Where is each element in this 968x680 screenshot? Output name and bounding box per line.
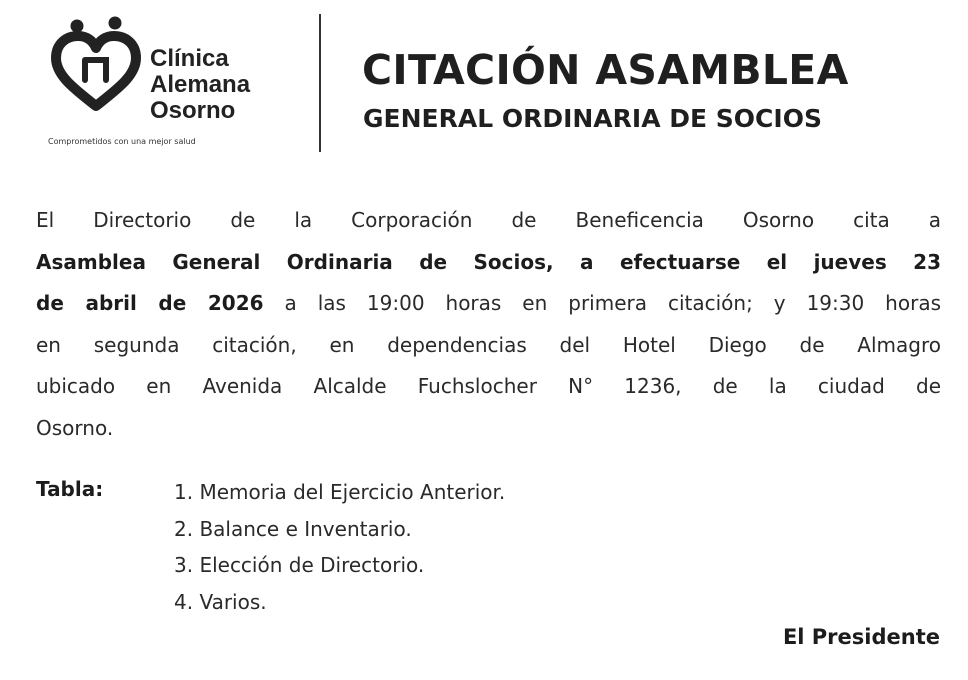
- agenda-item: 3. Elección de Directorio.: [174, 553, 425, 577]
- paragraph-line-3: [36, 283, 941, 325]
- clinic-heart-logo-icon: [48, 14, 150, 114]
- clinic-name-line-1: Clínica: [150, 45, 229, 72]
- paragraph-bold-line-2: Asamblea General Ordinaria de Socios, a efectuarse el jueves 23: [36, 249, 941, 274]
- clinic-tagline: Comprometidos con una mejor salud: [48, 137, 196, 146]
- agenda-list: [174, 474, 505, 620]
- notice-paragraph: [36, 200, 941, 449]
- agenda-item: 1. Memoria del Ejercicio Anterior.: [174, 480, 506, 504]
- paragraph-line-4: en segunda citación, en dependencias del Hotel Diego de Almagro: [36, 332, 941, 357]
- notice-title: CITACIÓN ASAMBLEA: [362, 46, 849, 94]
- signature: El Presidente: [782, 625, 940, 649]
- clinic-name-logo: [150, 46, 290, 124]
- paragraph-line-3-rest: a las 19:00 horas en primera citación; y 19:30 horas: [263, 291, 941, 315]
- paragraph-line-2: [36, 242, 941, 284]
- meeting-date: de abril de 2026: [36, 291, 264, 315]
- agenda-item: 2. Balance e Inventario.: [174, 516, 412, 541]
- header-divider: [319, 14, 321, 152]
- agenda-label: Tabla:: [36, 477, 104, 501]
- notice-subtitle: GENERAL ORDINARIA DE SOCIOS: [363, 104, 822, 133]
- clinic-name-line-3: Osorno: [150, 97, 236, 124]
- agenda-item: 4. Varios.: [174, 589, 267, 614]
- paragraph-line-5: ubicado en Avenida Alcalde Fuchslocher N° 1236, de la ciudad de: [36, 374, 941, 398]
- paragraph-line-6: Osorno.: [36, 415, 114, 440]
- paragraph-line-1: El Directorio de la Corporación de Beneficencia Osorno cita a: [36, 208, 941, 232]
- clinic-name-line-2: Alemana: [150, 71, 251, 98]
